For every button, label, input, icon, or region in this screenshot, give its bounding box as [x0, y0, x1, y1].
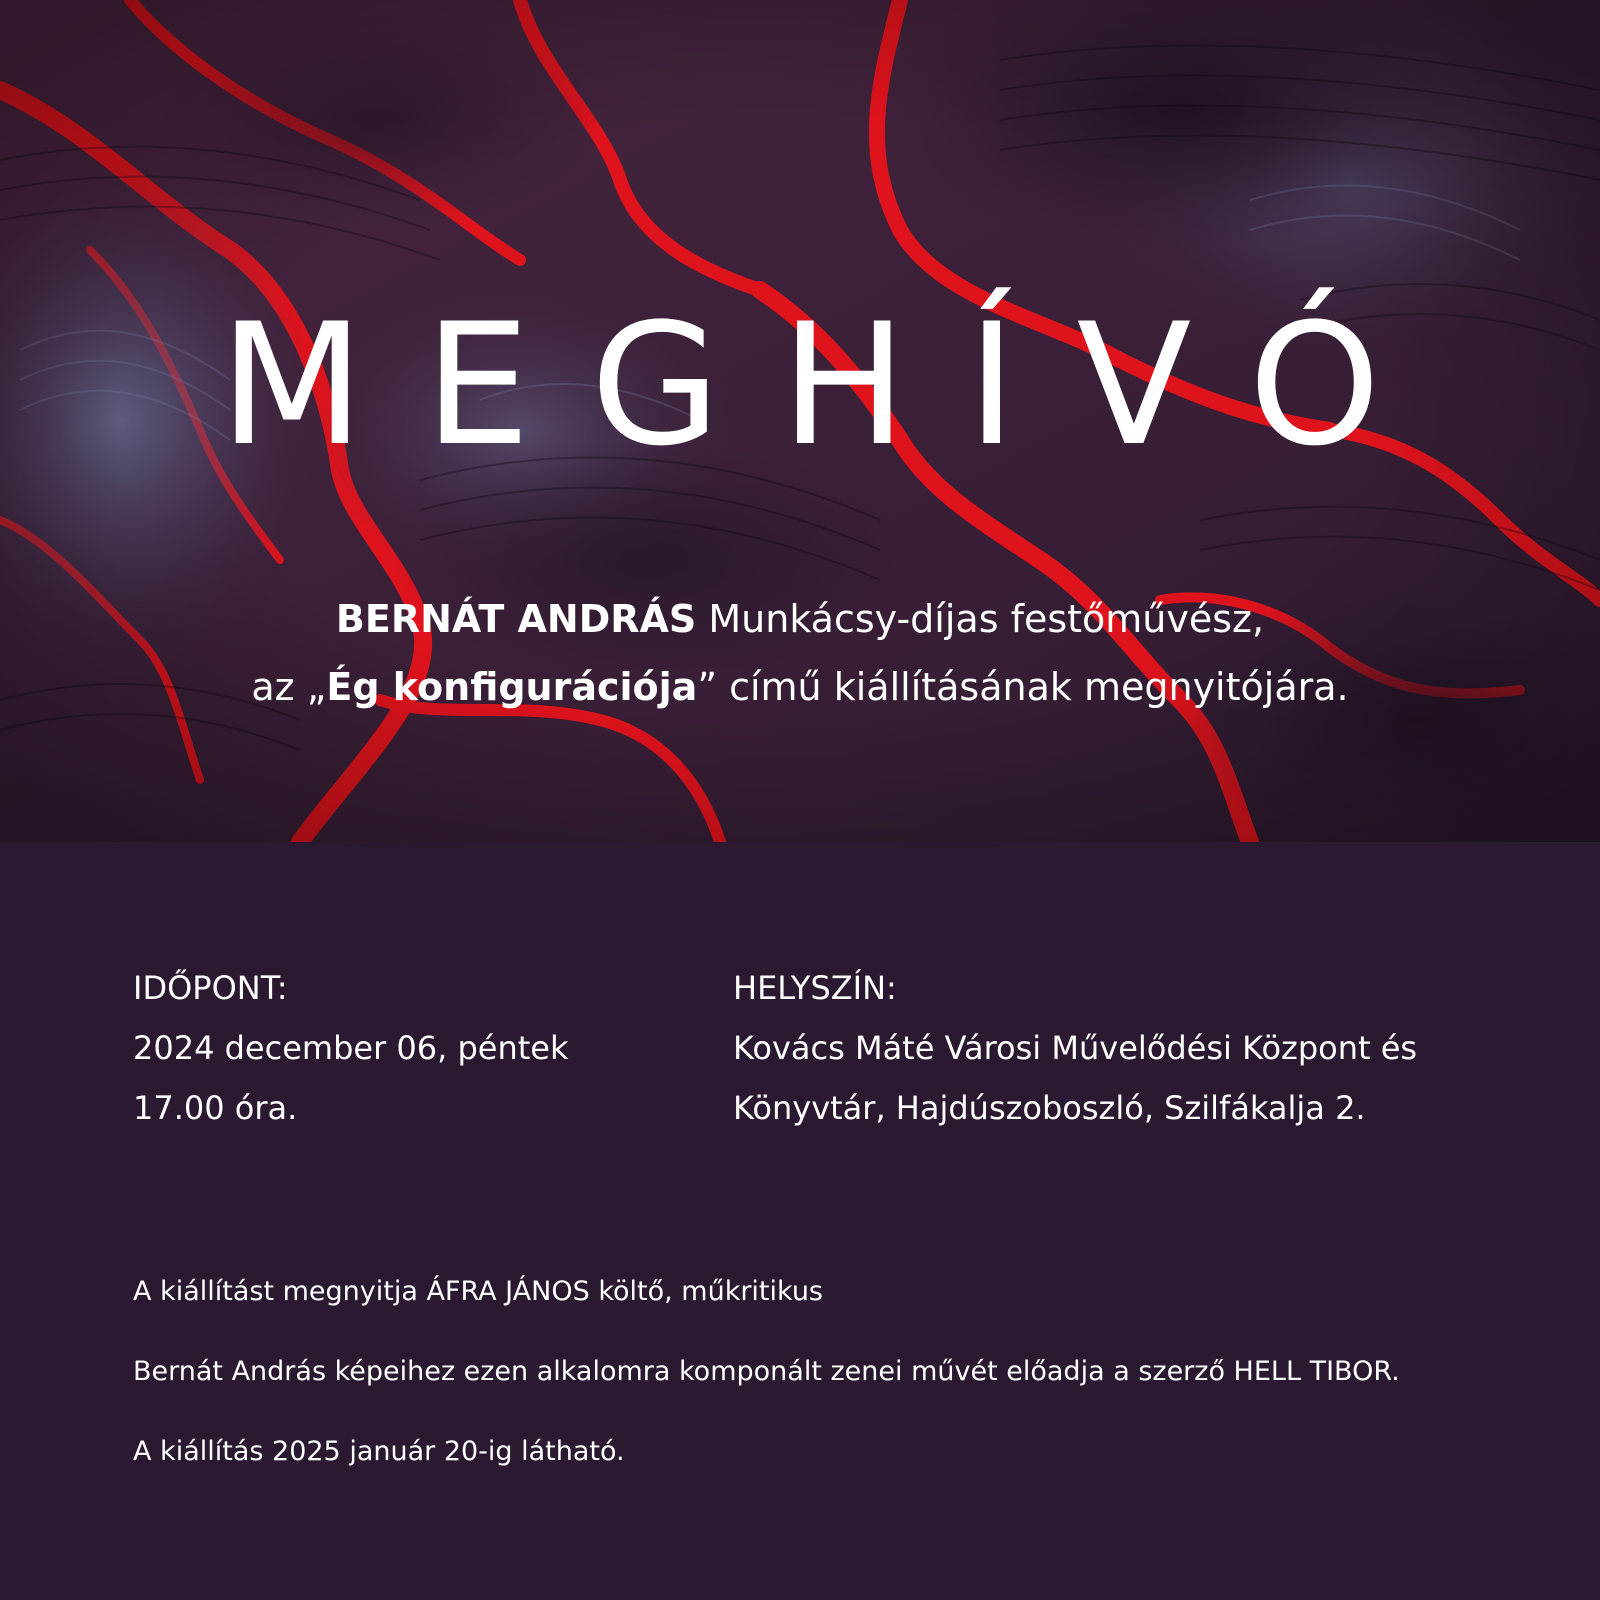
venue-line-2: Könyvtár, Hajdúszoboszló, Szilfákalja 2. [733, 1089, 1366, 1127]
opening-speaker-note: A kiállítást megnyitja ÁFRA JÁNOS költő, műkritikus [133, 1276, 824, 1307]
intro-text [0, 585, 1600, 721]
artist-description: Munkácsy-díjas festőművész, [696, 597, 1265, 641]
event-hour: 17.00 óra. [133, 1089, 298, 1127]
intro-suffix: ” című kiállításának megnyitójára. [697, 665, 1349, 709]
event-date: 2024 december 06, péntek [133, 1029, 569, 1067]
place-block [733, 958, 1417, 1138]
time-block [133, 958, 569, 1138]
notes-section [133, 1272, 1400, 1512]
exhibition-title: Ég konfigurációja [326, 665, 698, 709]
music-performance-note: Bernát András képeihez ezen alkalomra komponált zenei művét előadja a szerző HELL TIBOR. [133, 1356, 1400, 1387]
venue-line-1: Kovács Máté Városi Művelődési Központ és [733, 1029, 1418, 1067]
place-label: HELYSZÍN: [733, 969, 897, 1007]
exhibition-duration-note: A kiállítás 2025 január 20-ig látható. [133, 1436, 625, 1467]
intro-line-1 [0, 585, 1600, 653]
invitation-title: MEGHÍVÓ [219, 287, 1441, 483]
intro-line-2 [0, 653, 1600, 721]
intro-prefix: az „ [251, 665, 327, 709]
artist-name: BERNÁT ANDRÁS [335, 597, 697, 641]
time-label: IDŐPONT: [133, 969, 288, 1007]
